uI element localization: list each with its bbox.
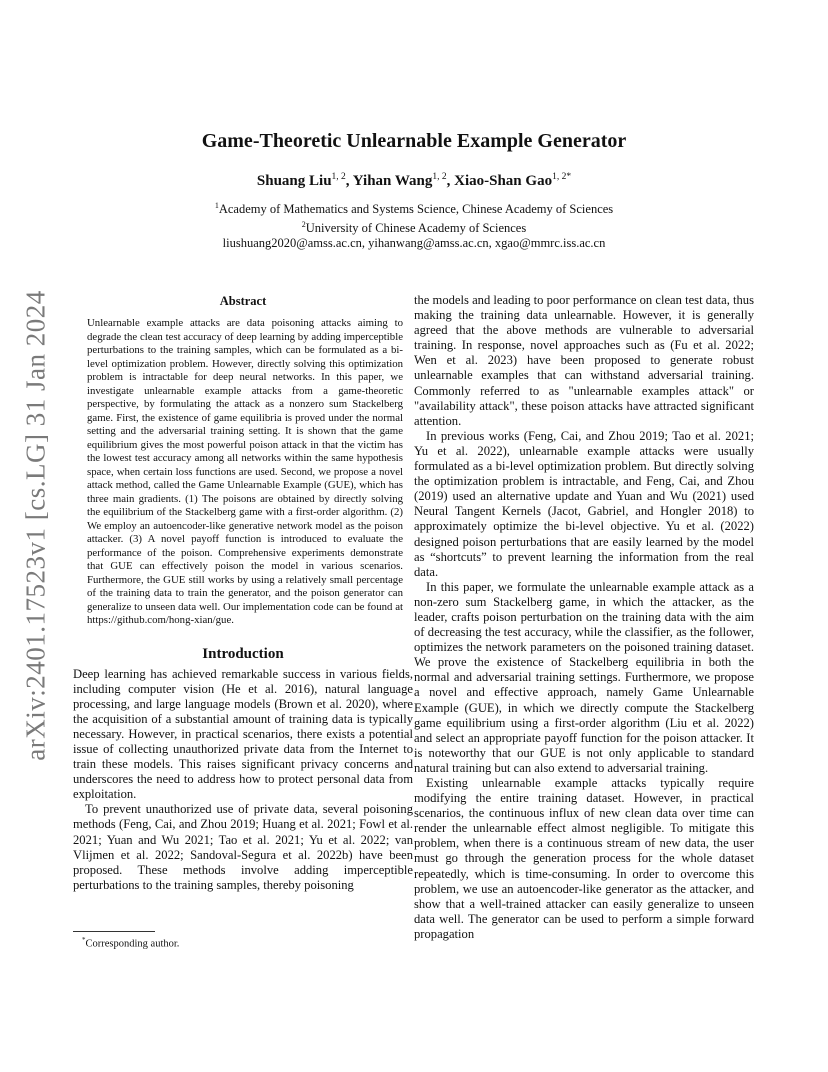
author-separator: ,: [446, 173, 455, 189]
arxiv-stamp: [22, 290, 50, 760]
affiliation-line: [74, 198, 754, 217]
affiliation-text: Academy of Mathematics and Systems Science, Chinese Academy of Sciences: [218, 202, 614, 217]
author-name: Shuang Liu: [256, 173, 332, 189]
author-name: Xiao-Shan Gao: [454, 173, 553, 189]
author-emails: liushuang2020@amss.ac.cn, yihanwang@amss.ac.cn, xgao@mmrc.iss.ac.cn: [222, 236, 606, 251]
affiliations: [74, 198, 754, 251]
left-column: [73, 294, 413, 893]
abstract-heading: Abstract: [219, 294, 267, 308]
affiliation-line: [74, 217, 754, 236]
author-affil-sup: 1, 2: [432, 172, 447, 182]
author-list: [74, 172, 754, 190]
right-column: [414, 293, 754, 942]
footnote-text: Corresponding author.: [85, 938, 180, 950]
intro-paragraph: Deep learning has achieved remarkable success in various fields, including computer vision (He et al. 2016), natural language processing, and large language models (Brown et al. 2020), where the acquisition of a substantial amount of training data is typically necessary. However, in practical scenarios, there exists a potential issue of collecting unauthorized private data from the Internet to train these models. This raises significant privacy concerns and underscores the need to address how to protect personal data from exploitation.: [73, 666, 413, 802]
body-paragraph: In previous works (Feng, Cai, and Zhou 2019; Tao et al. 2021; Yu et al. 2022), unlearnable example attacks were usually formulated as a bi-level optimization problem. But directly solving the optimization problem is intractable, and Feng, Cai, and Zhou (2019) used an alternative update and Yuan and Wu (2021) used Neural Tangent Kernels (Jacot, Gabriel, and Hongler 2018) to approximately optimize the bi-level objective. Yu et al. (2022) designed poison perturbations that are easily learned by the model as “shortcuts” to prevent learning the information from the real data.: [414, 428, 754, 579]
paper-title: Game-Theoretic Unlearnable Example Generator: [201, 130, 627, 152]
footnote: [82, 936, 179, 950]
author-affil-sup: 1, 2*: [552, 172, 572, 182]
intro-paragraph: To prevent unauthorized use of private data, several poisoning methods (Feng, Cai, and Zhou 2019; Huang et al. 2021; Fowl et al. 2021; Yuan and Wu 2021; Tao et al. 2021; Yu et al. 2022; van Vlijmen et al. 2022; Sandoval-Segura et al. 2022b) have been proposed. These methods involve adding imperceptible perturbations to the training samples, thereby poisoning: [73, 802, 413, 892]
affiliation-text: University of Chinese Academy of Sciences: [305, 221, 527, 236]
affiliation-sup: 2: [301, 220, 306, 230]
author-name: Yihan Wang: [352, 173, 433, 189]
body-paragraph: In this paper, we formulate the unlearnable example attack as a non-zero sum Stackelberg game, in which the attacker, as the leader, crafts poison perturbation on the training data with the aim of decreasing the test accuracy, while the classifier, as the follower, optimizes the network parameters on the poisoned training dataset. We prove the existence of Stackelberg equilibria in both the normal and adversarial training settings. Furthermore, we propose a novel and effective approach, namely Game Unlearnable Example (GUE), in which we directly compute the Stackelberg game equilibrium using a first-order algorithm (Liu et al. 2022) and select an appropriate payoff function for the poison attacker. It is noteworthy that our GUE is not only applicable to standard natural training but can also extend to adversarial training.: [414, 579, 754, 775]
body-paragraph: Existing unlearnable example attacks typically require modifying the entire training dataset. However, in practical scenarios, the continuous influx of new clean data over time can render the unlearnable effect almost negligible. To mitigate this problem, when there is a continuous stream of new data, the user must go through the generation process for the whole dataset repeatedly, which is time-consuming. In order to overcome this problem, we use an autoencoder-like generator as the attacker, and show that a well-trained attacker can easily generalize to unseen data well. The generator can be used to perform a simple forward propagation: [414, 776, 754, 941]
author-affil-sup: 1, 2: [331, 172, 346, 182]
arxiv-stamp-text: arXiv:2401.17523v1 [cs.LG] 31 Jan 2024: [20, 289, 51, 761]
footnote-mark: *: [82, 936, 86, 944]
introduction-heading: Introduction: [202, 645, 284, 662]
footnote-divider: [73, 931, 155, 932]
abstract-text: Unlearnable example attacks are data poisoning attacks aiming to degrade the clean test accuracy of deep learning by adding imperceptible perturbations to the training samples, which can be formulated as a bi-level optimization problem. However, directly solving this optimization problem is intractable for deep neural networks. In this paper, we investigate unlearnable example attacks from a game-theoretic perspective, by formulating the attack as a nonzero sum Stackelberg game. First, the existence of game equilibria is proved under the normal setting and the adversarial training setting. It is shown that the game equilibrium gives the most powerful poison attack in that the victim has the lowest test accuracy among all networks within the same hypothesis space, when certain loss functions are used. Second, we propose a novel attack method, called the Game Unlearnable Example (GUE), which has three main gradients. (1) The poisons are obtained by directly solving the equilibrium of the Stackelberg game with a first-order algorithm. (2) We employ an autoencoder-like generative network model as the poison attacker. (3) A novel payoff function is introduced to evaluate the performance of the poison. Comprehensive experiments demonstrate that GUE can effectively poison the model in various scenarios. Furthermore, the GUE still works by using a relatively small percentage of the training data to train the generator, and the poison generator can generalize to unseen data well. Our implementation code can be found at https://github.com/hong-xian/gue.: [87, 317, 403, 626]
body-paragraph: the models and leading to poor performance on clean test data, thus making the training data unlearnable. However, it is generally agreed that the above methods are vulnerable to adversarial training. In response, novel approaches such as (Fu et al. 2022; Wen et al. 2023) have been proposed to generate robust unlearnable examples that can withstand adversarial training. Commonly referred to as "unlearnable examples attack" or "availability attack", these poison attacks have attracted significant attention.: [414, 293, 754, 428]
author-separator: ,: [345, 173, 353, 189]
affiliation-sup: 1: [214, 201, 219, 210]
